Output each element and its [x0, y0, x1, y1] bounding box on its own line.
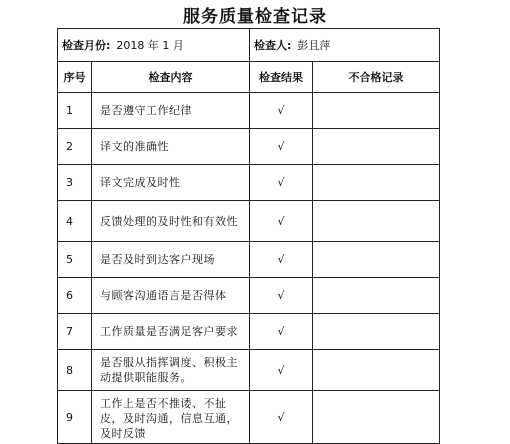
row-content: 是否服从指挥调度、积极主动提供职能服务。: [92, 350, 250, 391]
row-nonconform: [313, 314, 440, 350]
table-row: [58, 391, 440, 444]
table-row: [58, 201, 440, 242]
table-row: [58, 278, 440, 314]
row-nonconform: [313, 242, 440, 278]
row-content: 工作上是否不推诿、不扯皮，及时沟通，信息互通，及时反馈: [92, 391, 250, 444]
header-result: 检查结果: [250, 62, 313, 93]
row-result: √: [250, 350, 313, 391]
header-row: [58, 62, 440, 93]
row-nonconform: [313, 165, 440, 201]
inspector-cell: [250, 29, 440, 62]
month-label: 检查月份:: [62, 39, 111, 52]
header-nonconform: 不合格记录: [313, 62, 440, 93]
table-row: [58, 129, 440, 165]
table-row: [58, 242, 440, 278]
row-result: √: [250, 201, 313, 242]
inspection-table: [57, 28, 440, 444]
row-nonconform: [313, 278, 440, 314]
row-result: √: [250, 165, 313, 201]
row-result: √: [250, 278, 313, 314]
row-number: 3: [58, 165, 92, 201]
row-number: 2: [58, 129, 92, 165]
inspector-value: 彭且萍: [297, 39, 331, 52]
row-result: √: [250, 93, 313, 129]
row-nonconform: [313, 391, 440, 444]
row-nonconform: [313, 350, 440, 391]
row-number: 5: [58, 242, 92, 278]
month-cell: [58, 29, 250, 62]
row-number: 7: [58, 314, 92, 350]
row-content: 工作质量是否满足客户要求: [92, 314, 250, 350]
row-result: √: [250, 129, 313, 165]
table-row: [58, 93, 440, 129]
row-content: 是否遵守工作纪律: [92, 93, 250, 129]
row-content: 译文的准确性: [92, 129, 250, 165]
row-number: 8: [58, 350, 92, 391]
row-nonconform: [313, 201, 440, 242]
row-number: 4: [58, 201, 92, 242]
table-row: [58, 165, 440, 201]
row-number: 9: [58, 391, 92, 444]
header-content: 检查内容: [92, 62, 250, 93]
row-result: √: [250, 314, 313, 350]
row-number: 6: [58, 278, 92, 314]
row-nonconform: [313, 93, 440, 129]
inspector-label: 检查人:: [254, 39, 292, 52]
row-result: √: [250, 391, 313, 444]
document-title: 服务质量检查记录: [183, 7, 327, 27]
header-number: 序号: [58, 62, 92, 93]
row-content: 反馈处理的及时性和有效性: [92, 201, 250, 242]
month-value: 2018 年 1 月: [116, 39, 184, 52]
row-content: 与顾客沟通语言是否得体: [92, 278, 250, 314]
row-result: √: [250, 242, 313, 278]
row-content: 译文完成及时性: [92, 165, 250, 201]
table-row: [58, 314, 440, 350]
row-content: 是否及时到达客户现场: [92, 242, 250, 278]
row-number: 1: [58, 93, 92, 129]
row-nonconform: [313, 129, 440, 165]
info-row: [58, 29, 440, 62]
table-row: [58, 350, 440, 391]
